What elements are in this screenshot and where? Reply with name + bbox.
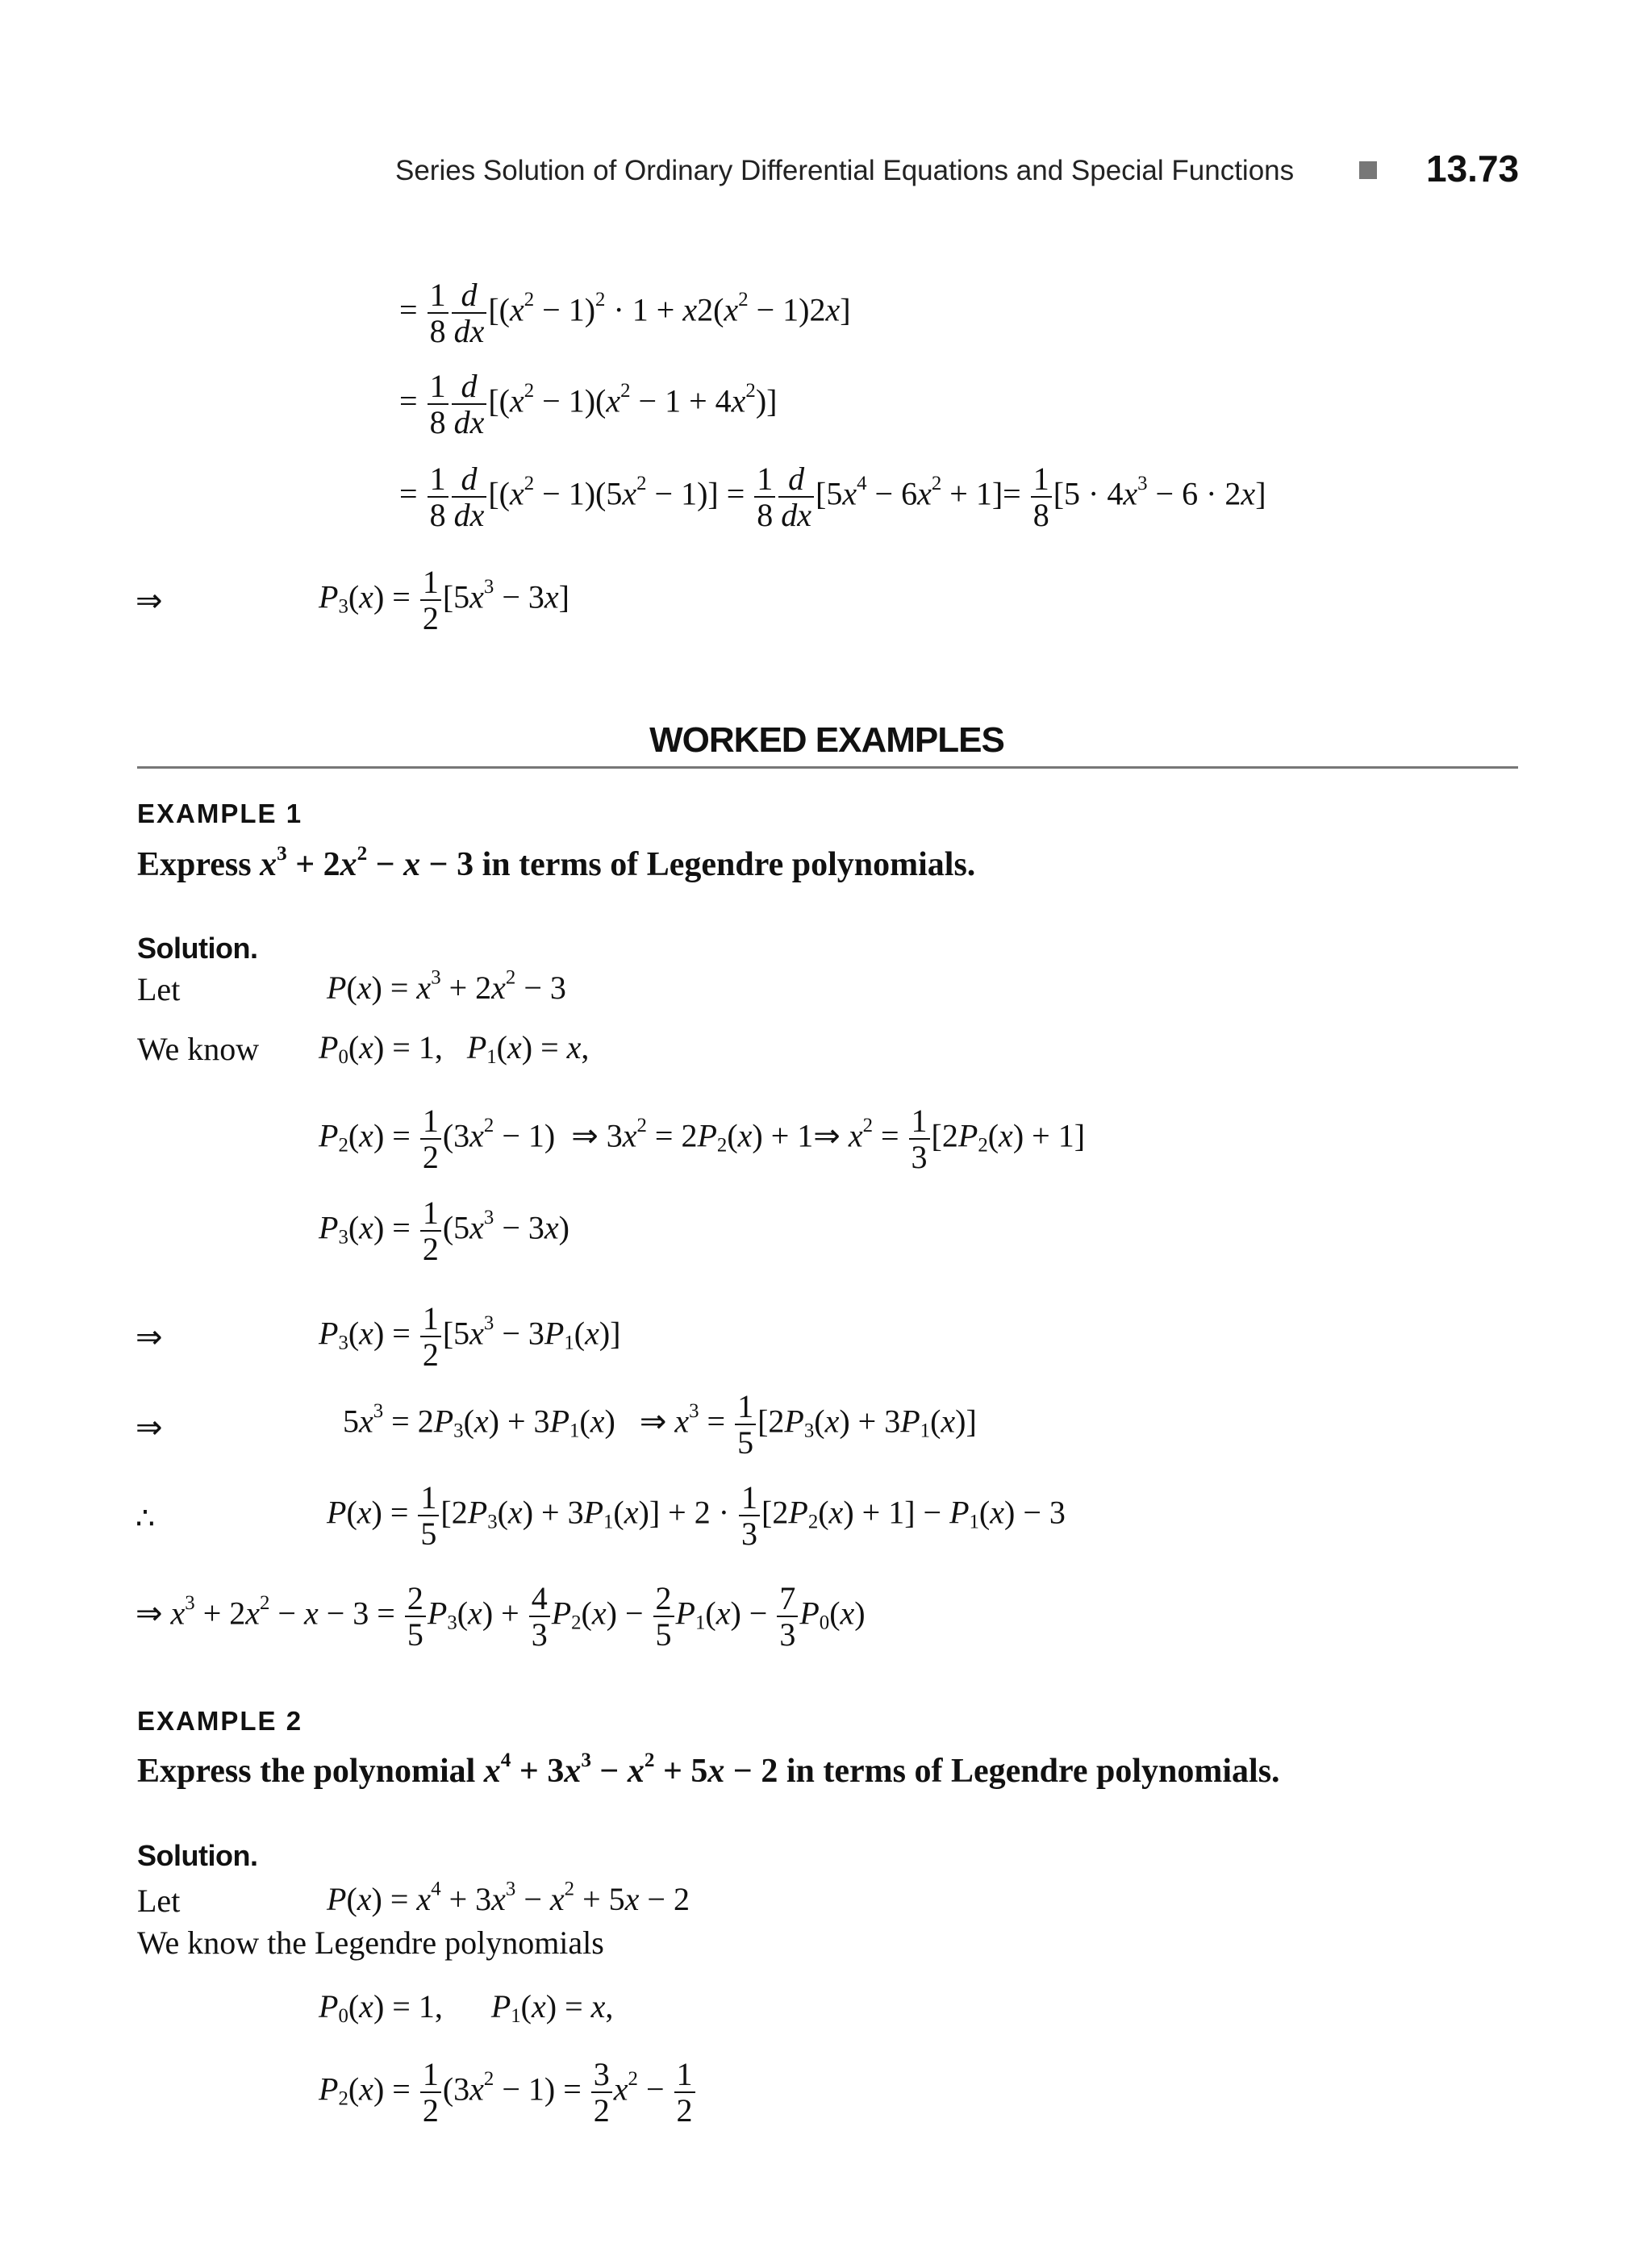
example-1-p2-line: $P_2(x)$ = $\frac{1}{2}$ $(3x^2 - 1)$ ⇒ $3x^2 = 2P_2(x)$ + 1⇒ $x^2$ = $\frac{1}{3}$ $[2P_2(x) + 1]$ (319, 1103, 1086, 1176)
page-number: 13.73 (1426, 148, 1520, 190)
example-1-x3-line: $5x^3 = 2P_3(x) + 3P_1(x)$ ⇒ $x^3$ = $\frac{1}{5}$ $[2P_3(x) + 3P_1(x)]$ (343, 1388, 977, 1462)
section-divider (137, 766, 1518, 769)
example-1-we-know-label: We know (137, 1031, 260, 1067)
example-1-statement: Express $x^3 + 2x^2 - x - 3$ in terms of Legendre polynomials. (137, 843, 976, 883)
example-1-final-result: ⇒ $x^3 + 2x^2 - x - 3$ = $\frac{2}{5}$ $P_3(x)$ + $\frac{4}{3}$ $P_2(x)$ − $\frac{2}{5}$ $P_1(x)$ − $\frac{7}{3}$ $P_0(x)$ (136, 1580, 866, 1653)
example-1-statement-prefix: Express (137, 846, 252, 883)
example-2-we-know-text: We know the Legendre polynomials (137, 1924, 604, 1961)
example-1-substitution: P(x) = $\frac{1}{5}$ $[2P_3(x) + 3P_1(x)] + 2$ · $\frac{1}{3}$ $[2P_2(x) + 1] - P_1(x) - 3$ (327, 1479, 1066, 1553)
example-2-statement: Express the polynomial $x^4 + 3x^3 - x^2 + 5x - 2$ in terms of Legendre polynomials. (137, 1749, 1280, 1790)
example-1-statement-suffix: in terms of Legendre polynomials. (482, 846, 976, 883)
header-square-icon (1359, 161, 1377, 179)
implies-arrow: ⇒ (136, 582, 163, 619)
example-1-let-label: Let (137, 971, 181, 1007)
running-title: Series Solution of Ordinary Differential Equations and Special Functions (395, 155, 1295, 186)
example-2-p0-p1: $P_0(x) = 1$, $P_1(x) = x$, (319, 1988, 614, 2028)
example-2-statement-suffix: in terms of Legendre polynomials. (786, 1753, 1280, 1790)
example-2-let-label: Let (137, 1883, 181, 1919)
implies-arrow: ⇒ (136, 1319, 163, 1356)
derivation-line-2: = $\frac{1}{8}$ $\frac{d}{dx}$ $[(x^2 - 1)(x^2 - 1 + 4x^2)]$ (399, 368, 778, 441)
section-title: WORKED EXAMPLES (649, 720, 1004, 760)
running-header (395, 148, 1521, 194)
example-1-let-expr: $P(x) = x^3 + 2x^2 - 3$ (327, 966, 566, 1006)
example-1-p3-rewrite: $P_3(x)$ = $\frac{1}{2}$ $[5x^3 - 3P_1(x)]$ (319, 1300, 621, 1374)
p3-result: $P_3(x)$ = $\frac{1}{2}$ $[5x^3 - 3x]$ (319, 564, 569, 637)
example-2-let-expr: $P(x) = x^4 + 3x^3 - x^2 + 5x - 2$ (327, 1878, 690, 1917)
example-1-p0-p1: $P_0(x) = 1$, $P_1(x) = x$, (319, 1029, 590, 1069)
derivation-line-1: = $\frac{1}{8}$ $\frac{d}{dx}$ $[(x^2 - 1)^2 \cdot 1 + x2(x^2 - 1)2x]$ (399, 277, 851, 350)
example-1-p3-line: $P_3(x)$ = $\frac{1}{2}$ $(5x^3 - 3x)$ (319, 1195, 569, 1268)
derivation-line-3: = $\frac{1}{8}$ $\frac{d}{dx}$ $[(x^2 - 1)(5x^2 - 1)]$ = $\frac{1}{8}$ $\frac{d}{dx}$ $[5x^4 - 6x^2 + 1]=$ $\frac{1}{8}$ $[5 \cdot 4x^3 - 6 \cdot 2x]$ (399, 461, 1266, 534)
example-2-label: EXAMPLE 2 (137, 1706, 303, 1736)
example-1-label: EXAMPLE 1 (137, 799, 303, 828)
example-2-p2-line: $P_2(x)$ = $\frac{1}{2}$ $(3x^2 - 1)$ = $\frac{3}{2}$ $x^2$ − $\frac{1}{2}$ (319, 2057, 697, 2128)
example-2-statement-prefix: Express the polynomial (137, 1753, 476, 1790)
implies-arrow: ⇒ (136, 1409, 163, 1446)
example-2-solution-label: Solution. (137, 1839, 258, 1872)
therefore-symbol: ∴ (136, 1500, 156, 1536)
example-1-solution-label: Solution. (137, 932, 258, 965)
